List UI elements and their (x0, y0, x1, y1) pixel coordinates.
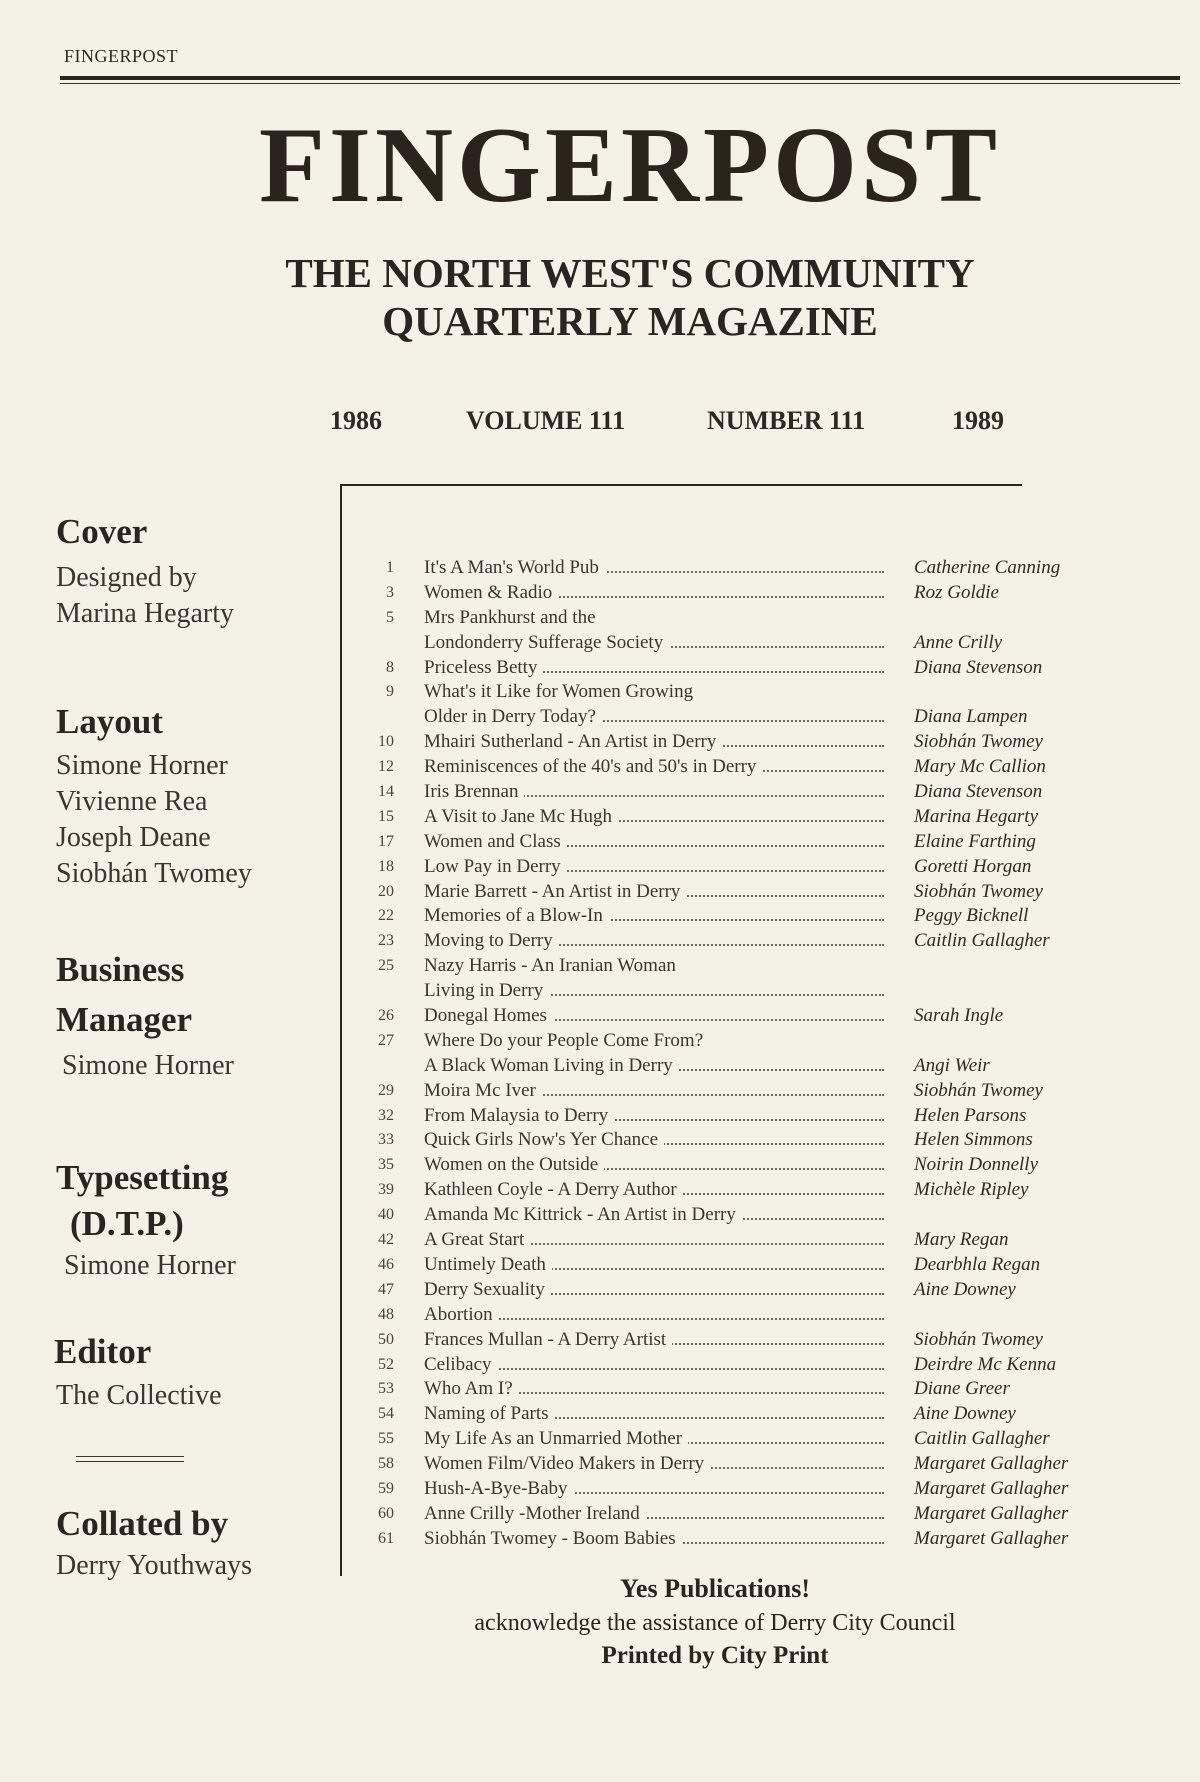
toc-author: Roz Goldie (914, 581, 999, 603)
toc-page-number: 39 (378, 1181, 394, 1199)
issue-volume: VOLUME 111 (466, 406, 626, 435)
toc-page-number: 22 (378, 907, 394, 925)
toc-entry[interactable] (360, 1054, 1110, 1079)
toc-entry[interactable] (360, 1452, 1110, 1477)
toc-entry[interactable] (360, 680, 1110, 705)
toc-author: Margaret Gallagher (914, 1502, 1069, 1524)
toc-entry[interactable] (360, 1427, 1110, 1452)
toc-title: From Malaysia to Derry (424, 1104, 614, 1129)
toc-page-number: 50 (378, 1330, 394, 1348)
credit-name: Joseph Deane (56, 822, 211, 853)
toc-title: Celibacy (424, 1353, 498, 1378)
credit-heading-business: Business (56, 950, 185, 989)
toc-author: Siobhán Twomey (914, 880, 1043, 902)
toc-page-number: 12 (378, 758, 394, 776)
credit-names-cover (56, 560, 234, 632)
toc-author: Mary Mc Callion (914, 756, 1046, 778)
credit-name: The Collective (56, 1380, 222, 1411)
toc-author: Elaine Farthing (914, 830, 1036, 852)
toc-entry[interactable] (360, 755, 1110, 780)
credit-heading-cover: Cover (56, 512, 148, 551)
toc-page-number: 40 (378, 1206, 394, 1224)
toc-title: Siobhán Twomey - Boom Babies (424, 1527, 682, 1552)
toc-title: Mhairi Sutherland - An Artist in Derry (424, 730, 722, 755)
toc-entry[interactable] (360, 1079, 1110, 1104)
toc-entry[interactable] (360, 1328, 1110, 1353)
toc-page-number: 1 (386, 559, 394, 576)
toc-entry[interactable] (360, 1203, 1110, 1228)
subtitle-line-1: THE NORTH WEST'S COMMUNITY (285, 250, 975, 296)
contents-top-rule (340, 484, 1022, 486)
toc-author: Deirdre Mc Kenna (914, 1353, 1057, 1375)
toc-page-number: 59 (378, 1479, 394, 1497)
toc-author: Marina Hegarty (914, 805, 1039, 827)
toc-page-number: 33 (378, 1131, 394, 1149)
toc-title: Frances Mullan - A Derry Artist (424, 1328, 672, 1353)
toc-page-number: 29 (378, 1081, 394, 1099)
toc-title: Naming of Parts (424, 1402, 555, 1427)
toc-title: Memories of a Blow-In (424, 904, 609, 929)
toc-page-number: 15 (378, 807, 394, 825)
printer-credit: Printed by City Print (601, 1642, 829, 1669)
toc-page-number: 18 (378, 857, 394, 875)
toc-title: It's A Man's World Pub (424, 556, 605, 581)
toc-entry[interactable] (360, 1004, 1110, 1029)
toc-author: Angi Weir (914, 1054, 990, 1076)
toc-entry[interactable] (360, 1377, 1110, 1402)
credit-heading-typesetting-2: (D.T.P.) (70, 1204, 184, 1243)
toc-author: Margaret Gallagher (914, 1453, 1069, 1475)
toc-author: Noirin Donnelly (914, 1154, 1039, 1176)
toc-title: Women and Class (424, 830, 567, 855)
toc-entry[interactable] (360, 656, 1110, 681)
toc-entry[interactable] (360, 581, 1110, 606)
toc-title: Abortion (424, 1303, 499, 1328)
toc-page-number: 17 (378, 832, 394, 850)
credit-name: Simone Horner (56, 750, 228, 781)
credit-name: Vivienne Rea (56, 786, 208, 817)
toc-title: What's it Like for Women Growing (424, 680, 699, 705)
toc-entry[interactable] (360, 556, 1110, 581)
toc-title: Women & Radio (424, 581, 558, 606)
divider-rule (76, 1461, 184, 1462)
toc-entry[interactable] (360, 954, 1110, 979)
toc-entry[interactable] (360, 631, 1110, 656)
toc-page-number: 52 (378, 1355, 394, 1373)
toc-entry[interactable] (360, 1104, 1110, 1129)
toc-title: Londonderry Sufferage Society (424, 631, 669, 656)
credit-heading-collated: Collated by (56, 1504, 229, 1543)
toc-title: Women on the Outside (424, 1153, 604, 1178)
toc-entry[interactable] (360, 1353, 1110, 1378)
credit-heading-business-2: Manager (56, 1000, 193, 1039)
toc-author: Diana Stevenson (914, 781, 1043, 803)
toc-author: Margaret Gallagher (914, 1527, 1069, 1549)
toc-author: Goretti Horgan (914, 855, 1032, 877)
toc-entry[interactable] (360, 780, 1110, 805)
credit-heading-layout: Layout (56, 702, 163, 741)
toc-entry[interactable] (360, 904, 1110, 929)
toc-entry[interactable] (360, 1527, 1110, 1552)
credit-name: Marina Hegarty (56, 598, 235, 629)
toc-author: Michèle Ripley (914, 1179, 1029, 1201)
toc-page-number: 35 (378, 1156, 394, 1174)
toc-author: Siobhán Twomey (914, 731, 1043, 753)
toc-entry[interactable] (360, 1502, 1110, 1527)
toc-author: Catherine Canning (914, 557, 1061, 578)
divider-rule (76, 1456, 184, 1457)
masthead-title: FINGERPOST (258, 106, 1002, 225)
toc-author: Diana Stevenson (914, 656, 1043, 678)
toc-author: Caitlin Gallagher (914, 1428, 1050, 1450)
toc-page-number: 26 (378, 1007, 394, 1025)
toc-author: Aine Downey (914, 1403, 1016, 1425)
toc-title: Older in Derry Today? (424, 705, 602, 730)
toc-author: Siobhán Twomey (914, 1328, 1043, 1350)
running-head: FINGERPOST (64, 46, 179, 66)
toc-page-number: 54 (378, 1405, 394, 1423)
toc-title: Who Am I? (424, 1377, 519, 1402)
toc-page-number: 58 (378, 1455, 394, 1473)
toc-entry[interactable] (360, 1228, 1110, 1253)
credit-name: Designed by (56, 562, 197, 593)
publisher-name: Yes Publications! (620, 1574, 810, 1603)
table-of-contents (360, 556, 1110, 1552)
toc-page-number: 42 (378, 1231, 394, 1249)
credit-heading-typesetting: Typesetting (56, 1158, 229, 1197)
toc-page-number: 27 (378, 1031, 394, 1049)
contents-vertical-rule (340, 486, 342, 1576)
toc-title: Priceless Betty (424, 656, 543, 681)
toc-entry[interactable] (360, 1303, 1110, 1328)
toc-author: Helen Parsons (914, 1104, 1027, 1126)
credit-name: Derry Youthways (56, 1550, 252, 1581)
toc-entry[interactable] (360, 979, 1110, 1004)
toc-author: Dearbhla Regan (914, 1253, 1041, 1275)
toc-entry[interactable] (360, 1153, 1110, 1178)
toc-page-number: 9 (386, 683, 394, 701)
toc-title: A Great Start (424, 1228, 530, 1253)
issue-year-end: 1989 (952, 406, 1004, 435)
credit-name: Siobhán Twomey (56, 858, 252, 889)
top-rule-thin (60, 83, 1180, 84)
toc-title: Where Do your People Come From? (424, 1029, 709, 1054)
toc-author: Siobhán Twomey (914, 1079, 1043, 1101)
toc-page-number: 46 (378, 1255, 394, 1273)
toc-title: Low Pay in Derry (424, 855, 567, 880)
toc-page-number: 5 (386, 608, 394, 626)
toc-title: A Visit to Jane Mc Hugh (424, 805, 618, 830)
subtitle-line-2: QUARTERLY MAGAZINE (382, 298, 878, 344)
credit-heading-editor: Editor (54, 1332, 152, 1371)
toc-title: Donegal Homes (424, 1004, 553, 1029)
toc-author: Peggy Bicknell (914, 905, 1029, 927)
toc-title: Moving to Derry (424, 929, 559, 954)
toc-title: Reminiscences of the 40's and 50's in Derry (424, 755, 762, 780)
toc-entry[interactable] (360, 805, 1110, 830)
toc-author: Helen Simmons (914, 1129, 1033, 1151)
toc-page-number: 10 (378, 733, 394, 751)
top-rule (60, 76, 1180, 80)
toc-page-number: 55 (378, 1430, 394, 1448)
toc-title: Iris Brennan (424, 780, 524, 805)
acknowledgement: acknowledge the assistance of Derry City Council (474, 1610, 956, 1636)
toc-page-number: 25 (378, 957, 394, 975)
toc-title: Quick Girls Now's Yer Chance (424, 1128, 664, 1153)
toc-author: Sarah Ingle (914, 1005, 1004, 1027)
toc-title: Hush-A-Bye-Baby (424, 1477, 574, 1502)
toc-author: Diane Greer (914, 1378, 1010, 1400)
credit-names-business (62, 1048, 234, 1084)
credit-names-layout (56, 748, 252, 892)
toc-entry[interactable] (360, 1278, 1110, 1303)
toc-page-number: 53 (378, 1380, 394, 1398)
toc-title: Marie Barrett - An Artist in Derry (424, 880, 686, 905)
toc-entry[interactable] (360, 606, 1110, 631)
toc-title: Derry Sexuality (424, 1278, 551, 1303)
issue-number: NUMBER 111 (707, 406, 866, 435)
credit-name: Simone Horner (62, 1050, 234, 1081)
toc-author: Anne Crilly (914, 631, 1003, 653)
credit-names-editor (56, 1378, 222, 1414)
toc-page-number: 8 (386, 658, 394, 676)
toc-title: Anne Crilly -Mother Ireland (424, 1502, 646, 1527)
toc-entry[interactable] (360, 830, 1110, 855)
toc-entry[interactable] (360, 1477, 1110, 1502)
toc-entry[interactable] (360, 1178, 1110, 1203)
toc-page-number: 61 (378, 1529, 394, 1547)
toc-page-number: 48 (378, 1305, 394, 1323)
toc-page-number: 32 (378, 1106, 394, 1124)
toc-title: Moira Mc Iver (424, 1079, 542, 1104)
toc-title: A Black Woman Living in Derry (424, 1054, 679, 1079)
toc-page-number: 60 (378, 1504, 394, 1522)
toc-author: Aine Downey (914, 1278, 1016, 1300)
toc-page-number: 3 (386, 583, 394, 601)
toc-title: Living in Derry (424, 979, 549, 1004)
toc-author: Diana Lampen (914, 706, 1028, 728)
toc-entry[interactable] (360, 1402, 1110, 1427)
toc-entry[interactable] (360, 730, 1110, 755)
toc-page-number: 23 (378, 932, 394, 950)
toc-author: Mary Regan (914, 1229, 1009, 1251)
toc-title: Amanda Mc Kittrick - An Artist in Derry (424, 1203, 742, 1228)
toc-title: Nazy Harris - An Iranian Woman (424, 954, 682, 979)
toc-author: Caitlin Gallagher (914, 930, 1050, 952)
toc-title: Mrs Pankhurst and the (424, 606, 602, 631)
toc-entry[interactable] (360, 1253, 1110, 1278)
toc-title: My Life As an Unmarried Mother (424, 1427, 688, 1452)
issue-year-start: 1986 (330, 406, 382, 435)
toc-page-number: 20 (378, 882, 394, 900)
credit-names-typesetting (64, 1248, 236, 1284)
toc-author: Margaret Gallagher (914, 1477, 1069, 1499)
toc-entry[interactable] (360, 1128, 1110, 1153)
toc-title: Untimely Death (424, 1253, 552, 1278)
toc-entry[interactable] (360, 705, 1110, 730)
credit-name: Simone Horner (64, 1250, 236, 1281)
toc-page-number: 14 (378, 783, 394, 801)
toc-title: Women Film/Video Makers in Derry (424, 1452, 710, 1477)
toc-entry[interactable] (360, 1029, 1110, 1054)
toc-entry[interactable] (360, 880, 1110, 905)
toc-title: Kathleen Coyle - A Derry Author (424, 1178, 683, 1203)
toc-entry[interactable] (360, 855, 1110, 880)
toc-page-number: 47 (378, 1280, 394, 1298)
toc-entry[interactable] (360, 929, 1110, 954)
